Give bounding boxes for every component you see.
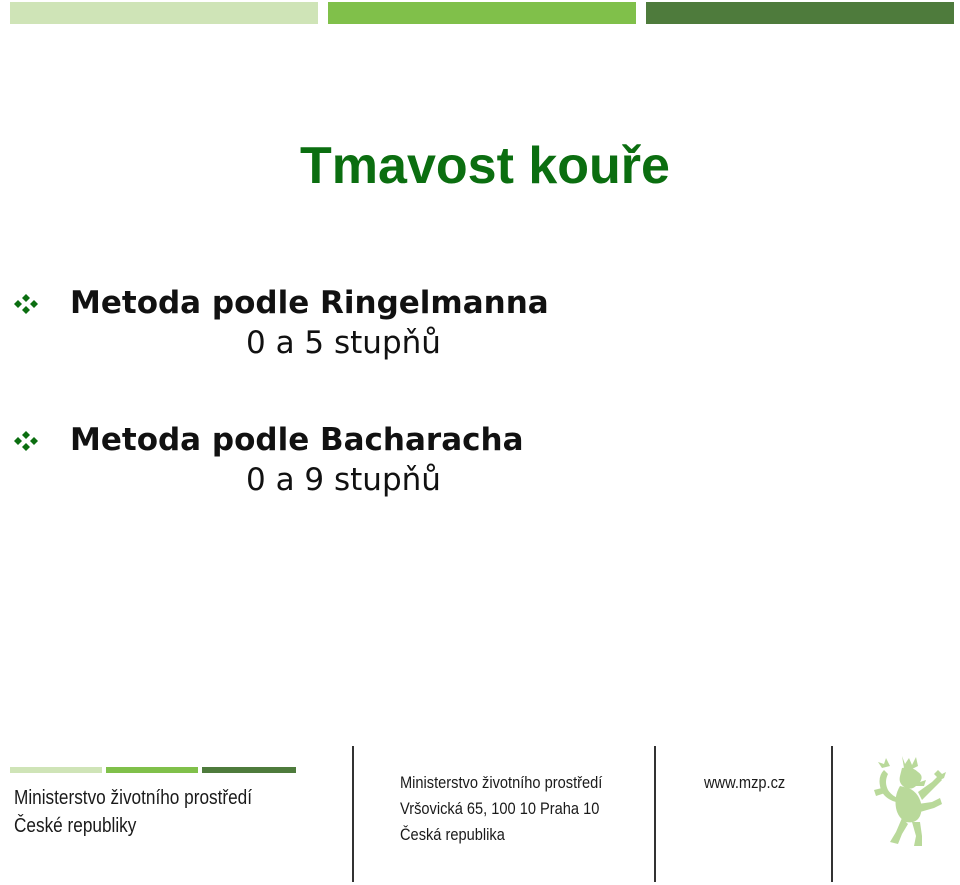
bullet-heading: Metoda podle Bacharacha bbox=[70, 422, 524, 458]
footer-bar-mid bbox=[106, 767, 198, 773]
footer-org-line1: Ministerstvo životního prostředí bbox=[14, 787, 253, 809]
footer-org-line2: České republiky bbox=[14, 815, 137, 837]
diamond-bullet-icon bbox=[12, 293, 40, 315]
bullet-subtext: 0 a 5 stupňů bbox=[246, 325, 441, 361]
diamond-bullet-icon bbox=[12, 430, 40, 452]
footer-bar-dark bbox=[202, 767, 296, 773]
top-bar-mid bbox=[328, 2, 636, 24]
footer-divider bbox=[654, 746, 656, 882]
top-bar-dark bbox=[646, 2, 954, 24]
top-bar-light bbox=[10, 2, 318, 24]
bullet-heading: Metoda podle Ringelmanna bbox=[70, 285, 549, 321]
footer-address-line3: Česká republika bbox=[400, 825, 505, 844]
footer-divider bbox=[352, 746, 354, 882]
footer-bar-light bbox=[10, 767, 102, 773]
footer-address bbox=[400, 770, 602, 848]
footer-website-link[interactable]: www.mzp.cz bbox=[704, 773, 786, 792]
bullet-subtext: 0 a 9 stupňů bbox=[246, 462, 441, 498]
footer-divider bbox=[831, 746, 833, 882]
slide-title: Tmavost kouře bbox=[300, 137, 670, 195]
footer-address-line1: Ministerstvo životního prostředí bbox=[400, 773, 603, 792]
footer-address-line2: Vršovická 65, 100 10 Praha 10 bbox=[400, 799, 600, 818]
footer-organization bbox=[14, 784, 252, 840]
czech-lion-icon bbox=[872, 752, 954, 852]
